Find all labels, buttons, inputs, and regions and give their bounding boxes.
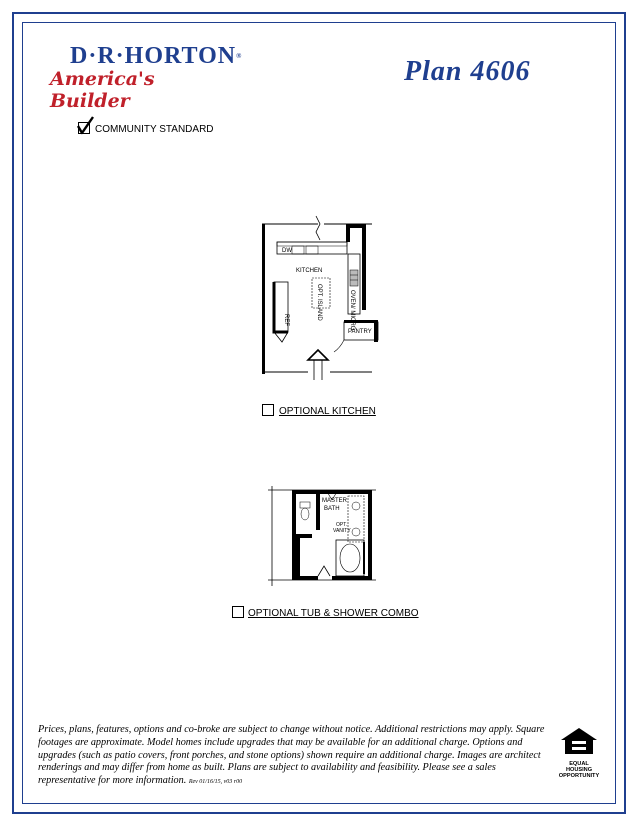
checkmark-icon (74, 115, 96, 137)
dw-label: DW (282, 248, 292, 254)
equal-housing-line1: EQUAL HOUSING (565, 761, 593, 774)
island-label: OPT. ISLAND (316, 284, 322, 321)
oven-label: OVEN/ MICRO (349, 290, 355, 331)
optional-tub-label: OPTIONAL TUB & SHOWER COMBO (248, 608, 419, 619)
kitchen-label: KITCHEN (296, 268, 323, 274)
brand-tagline: America's Builder (50, 68, 155, 112)
master-bath-label: MASTER (322, 498, 348, 504)
vanity-label-2: VANITY (333, 528, 351, 534)
optional-kitchen-checkbox[interactable] (262, 404, 274, 416)
vanity-label: OPT. (336, 522, 348, 528)
kitchen-floor-plan (262, 212, 382, 384)
optional-tub-checkbox[interactable] (232, 606, 244, 618)
equal-housing-line2: OPPORTUNITY (558, 773, 600, 780)
ref-label: REF (283, 314, 289, 326)
equal-housing-icon (559, 726, 599, 756)
master-bath-label-2: BATH (324, 506, 340, 512)
community-standard-label: COMMUNITY STANDARD (95, 124, 214, 135)
revision-note: Rev 01/16/15, v03 r00 (188, 779, 243, 786)
disclaimer-text: Prices, plans, features, options and co-broke are subject to change without notice. Additional restrictions may apply. Square footages are approximate. Model homes include upgrades that may be available for an additional charge. Options and upgrades (such as patio covers, front porches, and stone options) shown require an additional charge. Images are architect renderings and may differ from home as built. Plans are subject to availability and feasibility. Please see a sales representative for more information. (38, 724, 545, 787)
pantry-label: PANTRY (348, 329, 372, 335)
brand-logo (50, 43, 243, 112)
disclaimer (38, 724, 550, 789)
brand-name: D·R·HORTON® (70, 43, 243, 69)
plan-title: Plan 4606 (404, 56, 531, 87)
optional-kitchen-label: OPTIONAL KITCHEN (279, 406, 376, 417)
equal-housing-logo (556, 726, 602, 780)
bath-floor-plan (264, 486, 380, 586)
